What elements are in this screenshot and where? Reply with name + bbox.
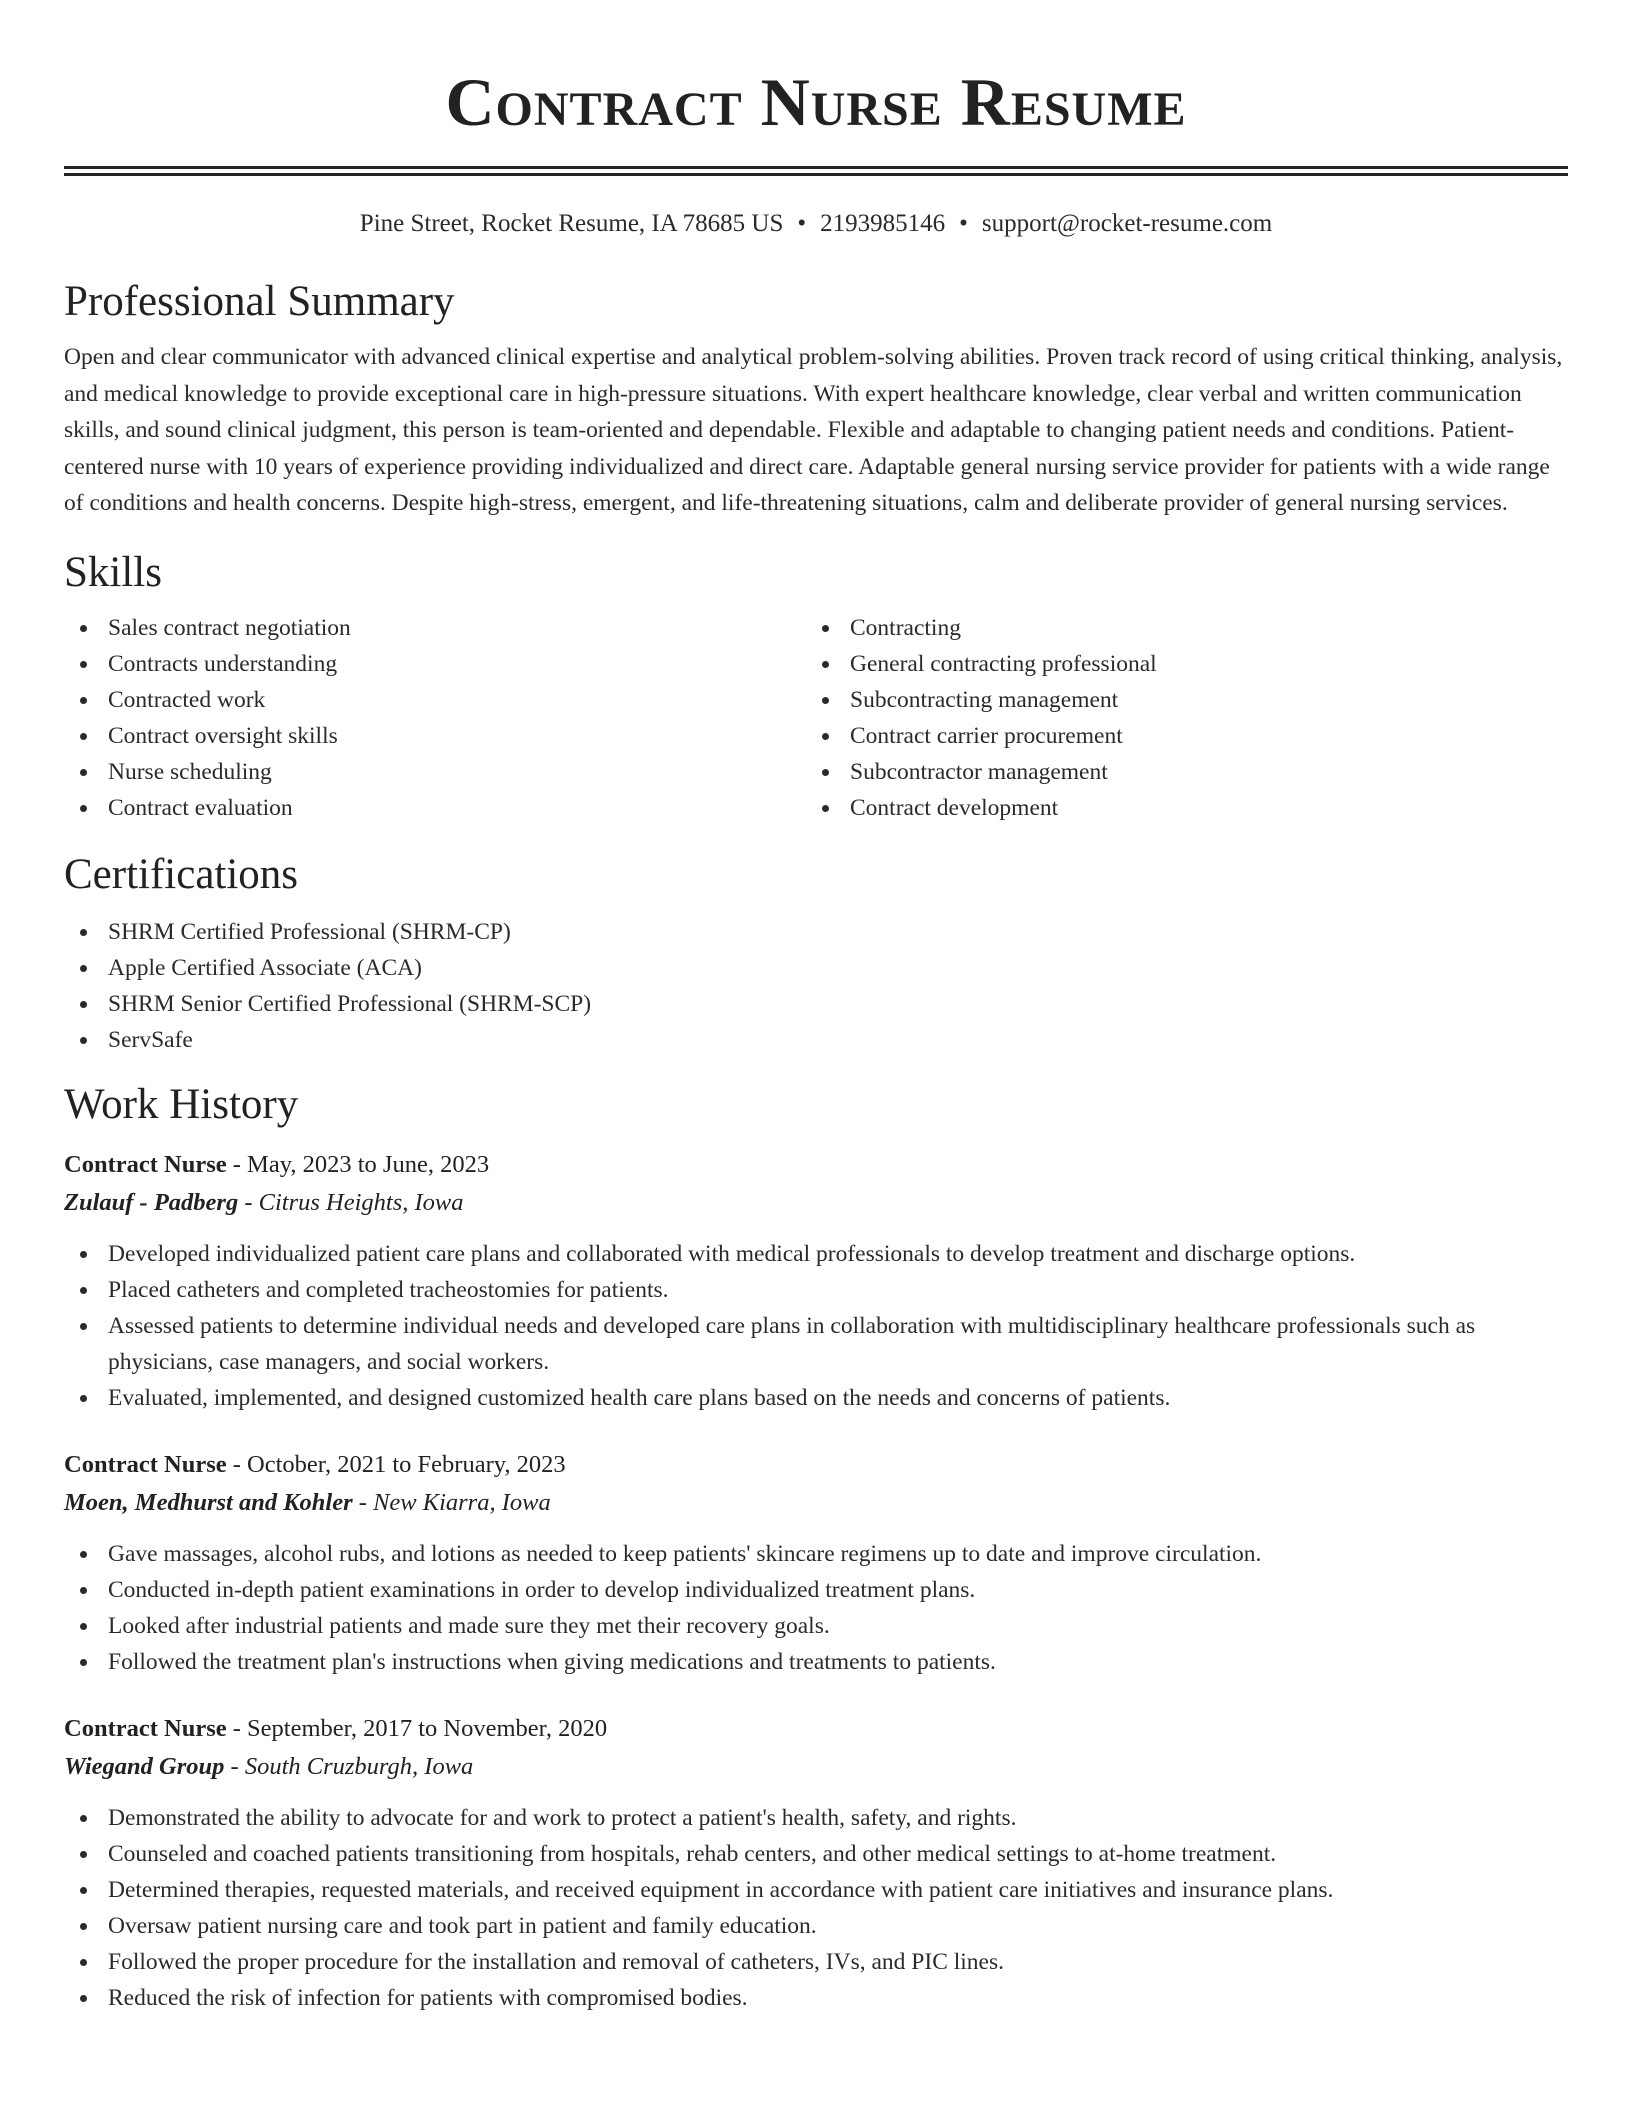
job-dash: -	[226, 1714, 248, 1742]
job-bullet: Gave massages, alcohol rubs, and lotions as needed to keep patients' skincare regimens up to date and improve circulation.	[64, 1536, 1568, 1572]
job-company: Wiegand Group	[64, 1752, 225, 1780]
resume-page	[64, 0, 1568, 2016]
job-bullets	[64, 1800, 1568, 2016]
job-title-line	[64, 1710, 1568, 1748]
job-title: Contract Nurse	[64, 1714, 227, 1742]
skill-item: Contract development	[806, 790, 1548, 826]
skills-list-left	[64, 610, 806, 826]
job-location: Citrus Heights, Iowa	[258, 1188, 464, 1216]
job-dash: -	[238, 1188, 259, 1216]
job-bullet: Demonstrated the ability to advocate for and work to protect a patient's health, safety, and rights.	[64, 1800, 1568, 1836]
contact-separator: •	[797, 210, 807, 237]
job-bullet: Oversaw patient nursing care and took part in patient and family education.	[64, 1908, 1568, 1944]
skill-item: Contracted work	[64, 682, 806, 718]
certifications-heading: Certifications	[64, 850, 299, 898]
skill-item: Subcontractor management	[806, 754, 1548, 790]
contact-phone: 2193985146	[820, 210, 946, 237]
title-divider	[64, 166, 1568, 176]
job-bullet: Placed catheters and completed tracheostomies for patients.	[64, 1272, 1568, 1308]
job-bullet: Conducted in-depth patient examinations in order to develop individualized treatment plans.	[64, 1572, 1568, 1608]
certification-item: SHRM Certified Professional (SHRM-CP)	[64, 914, 1568, 950]
job-dates: September, 2017 to November, 2020	[247, 1714, 608, 1742]
job-company-line	[64, 1184, 1568, 1222]
skill-item: Sales contract negotiation	[64, 610, 806, 646]
job-entry	[64, 1710, 1568, 2016]
certification-item: SHRM Senior Certified Professional (SHRM-SCP)	[64, 986, 1568, 1022]
job-bullets	[64, 1536, 1568, 1680]
job-dates: October, 2021 to February, 2023	[247, 1450, 566, 1478]
skills-columns	[64, 610, 1568, 826]
skill-item: Subcontracting management	[806, 682, 1548, 718]
summary-text: Open and clear communicator with advanced clinical expertise and analytical problem-solving abilities. Proven track record of using critical thinking, analysis, and medical knowledge to provide exceptional care in high-pressure situations. With expert healthcare knowledge, clear verbal and written communication skills, and sound clinical judgment, this person is team-oriented and dependable. Flexible and adaptable to changing patient needs and conditions. Patient-centered nurse with 10 years of experience providing individualized and direct care. Adaptable general nursing service provider for patients with a wide range of conditions and health concerns. Despite high-stress, emergent, and life-threatening situations, calm and deliberate provider of general nursing services.	[64, 344, 1563, 516]
certification-item: ServSafe	[64, 1022, 1568, 1058]
skills-heading: Skills	[64, 548, 162, 596]
job-dash: -	[226, 1450, 248, 1478]
skill-item: Contract evaluation	[64, 790, 806, 826]
skill-item: Contracting	[806, 610, 1548, 646]
job-bullet: Looked after industrial patients and made sure they met their recovery goals.	[64, 1608, 1568, 1644]
job-location: New Kiarra, Iowa	[373, 1488, 551, 1516]
job-bullet: Determined therapies, requested materials, and received equipment in accordance with patient care initiatives and insurance plans.	[64, 1872, 1568, 1908]
job-bullet: Reduced the risk of infection for patients with compromised bodies.	[64, 1980, 1568, 2016]
skill-item: Contract carrier procurement	[806, 718, 1548, 754]
job-title: Contract Nurse	[64, 1150, 227, 1178]
skill-item: General contracting professional	[806, 646, 1548, 682]
job-bullet: Assessed patients to determine individual needs and developed care plans in collaboration with multidisciplinary healthcare professionals such as physicians, case managers, and social workers.	[64, 1308, 1568, 1380]
page-title: Contract Nurse Resume	[445, 64, 1187, 140]
job-dash: -	[224, 1752, 245, 1780]
contact-line	[64, 209, 1568, 239]
job-bullet: Developed individualized patient care plans and collaborated with medical professionals to develop treatment and discharge options.	[64, 1236, 1568, 1272]
job-title-line	[64, 1146, 1568, 1184]
job-location: South Cruzburgh, Iowa	[244, 1752, 474, 1780]
certification-item: Apple Certified Associate (ACA)	[64, 950, 1568, 986]
summary-heading: Professional Summary	[64, 278, 455, 325]
job-entry	[64, 1146, 1568, 1416]
job-dates: May, 2023 to June, 2023	[247, 1150, 490, 1178]
contact-email: support@rocket-resume.com	[981, 210, 1273, 237]
skills-list-right	[806, 610, 1548, 826]
job-dash: -	[352, 1488, 374, 1516]
job-title: Contract Nurse	[64, 1450, 227, 1478]
skill-item: Nurse scheduling	[64, 754, 806, 790]
skill-item: Contracts understanding	[64, 646, 806, 682]
job-company: Zulauf - Padberg	[64, 1188, 239, 1216]
job-bullet: Followed the proper procedure for the installation and removal of catheters, IVs, and PIC lines.	[64, 1944, 1568, 1980]
job-title-line	[64, 1446, 1568, 1484]
skill-item: Contract oversight skills	[64, 718, 806, 754]
job-company: Moen, Medhurst and Kohler	[64, 1488, 353, 1516]
contact-address: Pine Street, Rocket Resume, IA 78685 US	[359, 210, 784, 237]
contact-separator: •	[959, 210, 968, 237]
work-history-heading: Work History	[64, 1080, 299, 1128]
job-dash: -	[226, 1150, 248, 1178]
job-bullet: Followed the treatment plan's instructions when giving medications and treatments to patients.	[64, 1644, 1568, 1680]
job-bullet: Evaluated, implemented, and designed customized health care plans based on the needs and concerns of patients.	[64, 1380, 1568, 1416]
job-company-line	[64, 1484, 1568, 1522]
certifications-list	[64, 914, 1568, 1058]
job-bullets	[64, 1236, 1568, 1416]
job-entry	[64, 1446, 1568, 1680]
job-company-line	[64, 1748, 1568, 1786]
job-bullet: Counseled and coached patients transitioning from hospitals, rehab centers, and other medical settings to at-home treatment.	[64, 1836, 1568, 1872]
